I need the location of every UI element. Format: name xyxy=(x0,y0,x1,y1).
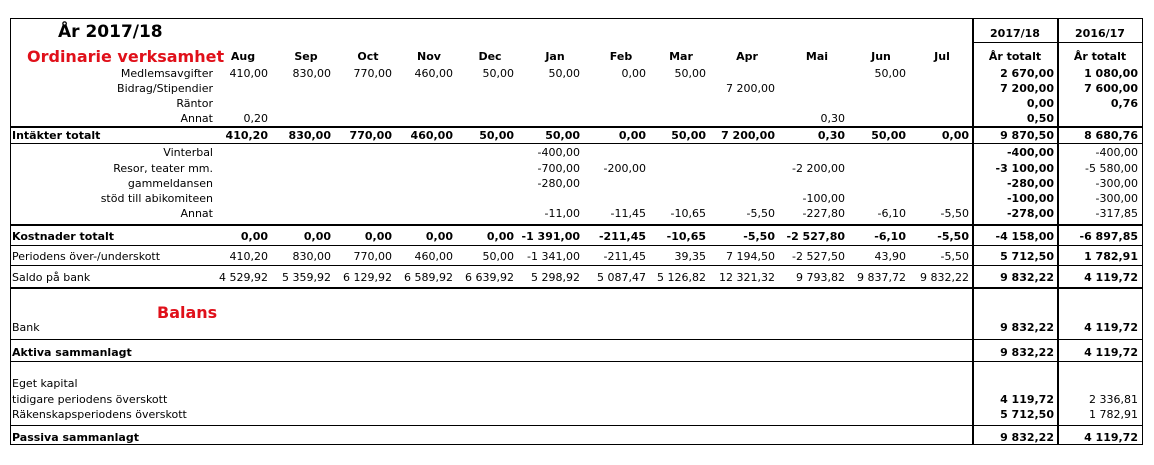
month-value: -1 341,00 xyxy=(527,250,580,263)
month-value: 830,00 xyxy=(292,250,331,263)
total-current-label: År totalt xyxy=(988,50,1042,63)
bank-row-underline xyxy=(10,339,1143,340)
month-header: Oct xyxy=(357,50,379,63)
balance-total-current: 9 832,22 xyxy=(1000,321,1054,334)
row-label: Kostnader totalt xyxy=(12,230,115,243)
balance-total-current: 4 119,72 xyxy=(1000,393,1054,406)
month-value: 410,20 xyxy=(229,250,268,263)
totals-divider-2 xyxy=(1057,18,1059,445)
total-prev-value: -317,85 xyxy=(1095,207,1138,220)
month-value: -227,80 xyxy=(802,207,845,220)
month-value: -6,10 xyxy=(877,207,906,220)
month-value: 0,00 xyxy=(941,129,969,142)
bank-balance-underline xyxy=(10,287,1143,289)
total-prev-value: 8 680,76 xyxy=(1084,129,1138,142)
totals-header-separator xyxy=(974,42,1142,43)
month-value: 50,00 xyxy=(548,67,580,80)
sheet-left-border xyxy=(10,18,11,445)
month-value: 5 359,92 xyxy=(282,271,331,284)
year-title: År 2017/18 xyxy=(58,22,163,42)
month-value: -2 200,00 xyxy=(792,162,845,175)
month-value: -6,10 xyxy=(874,230,906,243)
month-value: -10,65 xyxy=(666,230,706,243)
total-prev-label: År totalt xyxy=(1073,50,1127,63)
balance-row-label: Passiva sammanlagt xyxy=(12,431,139,444)
total-prev-value: -400,00 xyxy=(1095,146,1138,159)
month-header: Jan xyxy=(545,50,565,63)
month-value: -700,00 xyxy=(537,162,580,175)
total-current-value: 0,00 xyxy=(1026,97,1054,110)
month-header: Nov xyxy=(417,50,441,63)
month-value: 0,20 xyxy=(243,112,268,125)
month-value: -5,50 xyxy=(940,207,969,220)
balance-row-label: Bank xyxy=(12,321,40,334)
row-label: Intäkter totalt xyxy=(12,129,101,142)
month-value: 50,00 xyxy=(482,67,514,80)
month-value: -5,50 xyxy=(940,250,969,263)
total-prev-value: -300,00 xyxy=(1095,177,1138,190)
month-value: -200,00 xyxy=(603,162,646,175)
month-value: 460,00 xyxy=(414,250,453,263)
month-value: -11,00 xyxy=(544,207,580,220)
month-value: 830,00 xyxy=(292,67,331,80)
row-label: Annat xyxy=(180,112,213,125)
month-value: 460,00 xyxy=(414,67,453,80)
month-value: -5,50 xyxy=(746,207,775,220)
month-value: -11,45 xyxy=(610,207,646,220)
balance-total-current: 9 832,22 xyxy=(1000,346,1054,359)
month-value: 410,20 xyxy=(225,129,268,142)
month-value: 0,00 xyxy=(486,230,514,243)
balance-total-prev: 2 336,81 xyxy=(1089,393,1138,406)
total-current-value: -3 100,00 xyxy=(995,162,1054,175)
month-value: -2 527,80 xyxy=(786,230,845,243)
month-value: 0,00 xyxy=(621,67,646,80)
month-value: 4 529,92 xyxy=(219,271,268,284)
month-header: Jul xyxy=(934,50,950,63)
total-prev-value: 1 080,00 xyxy=(1084,67,1138,80)
month-value: 12 321,32 xyxy=(719,271,775,284)
month-value: 0,00 xyxy=(364,230,392,243)
month-value: 50,00 xyxy=(874,67,906,80)
month-value: 0,00 xyxy=(425,230,453,243)
month-value: 39,35 xyxy=(674,250,706,263)
month-value: 50,00 xyxy=(871,129,906,142)
month-header: Dec xyxy=(478,50,502,63)
total-current-value: 0,50 xyxy=(1026,112,1054,125)
month-header: Feb xyxy=(609,50,633,63)
total-current-value: -400,00 xyxy=(1006,146,1054,159)
month-value: 0,00 xyxy=(303,230,331,243)
total-prev-value: 4 119,72 xyxy=(1084,271,1138,284)
total-current-value: 2 670,00 xyxy=(1000,67,1054,80)
month-value: -5,50 xyxy=(743,230,775,243)
total-prev-value: -6 897,85 xyxy=(1079,230,1138,243)
income-total-underline xyxy=(10,143,1143,144)
month-value: 5 126,82 xyxy=(657,271,706,284)
total-current-value: -280,00 xyxy=(1006,177,1054,190)
row-label: gammeldansen xyxy=(127,177,213,190)
month-value: 9 837,72 xyxy=(857,271,906,284)
month-value: 6 589,92 xyxy=(404,271,453,284)
month-value: -211,45 xyxy=(603,250,646,263)
section-title: Ordinarie verksamhet xyxy=(27,47,225,66)
balance-row-label: Aktiva sammanlagt xyxy=(12,346,132,359)
balance-row-label: tidigare periodens överskott xyxy=(12,393,168,406)
balance-row-label: Räkenskapsperiodens överskott xyxy=(12,408,187,421)
month-value: 43,90 xyxy=(874,250,906,263)
total-current-value: 5 712,50 xyxy=(1000,250,1054,263)
month-value: 50,00 xyxy=(545,129,580,142)
row-label: Resor, teater mm. xyxy=(113,162,213,175)
month-value: 770,00 xyxy=(353,250,392,263)
row-label: Räntor xyxy=(176,97,213,110)
month-header: Jun xyxy=(871,50,891,63)
month-value: 6 129,92 xyxy=(343,271,392,284)
month-value: -211,45 xyxy=(598,230,646,243)
row-label: Medlemsavgifter xyxy=(120,67,213,80)
row-label: Vinterbal xyxy=(163,146,213,159)
total-prev-value: -300,00 xyxy=(1095,192,1138,205)
total-current-value: -278,00 xyxy=(1006,207,1054,220)
month-value: -1 391,00 xyxy=(521,230,580,243)
total-current-year-header: 2017/18 xyxy=(990,27,1040,40)
month-value: -2 527,50 xyxy=(792,250,845,263)
month-value: 0,30 xyxy=(817,129,845,142)
month-value: 50,00 xyxy=(671,129,706,142)
sheet-right-border xyxy=(1142,18,1143,445)
month-value: 770,00 xyxy=(353,67,392,80)
row-label: Periodens över-/underskott xyxy=(12,250,161,263)
month-value: 0,00 xyxy=(240,230,268,243)
total-prev-value: 0,76 xyxy=(1110,97,1138,110)
balance-total-prev: 4 119,72 xyxy=(1084,431,1138,444)
total-prev-year-header: 2016/17 xyxy=(1075,27,1125,40)
month-value: 5 087,47 xyxy=(597,271,646,284)
month-value: 7 200,00 xyxy=(726,82,775,95)
balance-total-prev: 1 782,91 xyxy=(1089,408,1138,421)
month-value: 770,00 xyxy=(349,129,392,142)
month-header: Mar xyxy=(669,50,693,63)
total-prev-value: 1 782,91 xyxy=(1084,250,1138,263)
month-value: -100,00 xyxy=(802,192,845,205)
month-value: 410,00 xyxy=(229,67,268,80)
month-header: Aug xyxy=(230,50,256,63)
month-value: 6 639,92 xyxy=(465,271,514,284)
totals-divider xyxy=(972,18,974,445)
month-value: -400,00 xyxy=(537,146,580,159)
period-result-underline xyxy=(10,265,1143,266)
month-value: 0,00 xyxy=(618,129,646,142)
cost-total-separator xyxy=(10,224,1143,226)
balance-total-prev: 4 119,72 xyxy=(1084,346,1138,359)
month-value: 9 832,22 xyxy=(920,271,969,284)
total-prev-value: -5 580,00 xyxy=(1085,162,1138,175)
month-value: -280,00 xyxy=(537,177,580,190)
total-current-value: -100,00 xyxy=(1006,192,1054,205)
month-value: 7 200,00 xyxy=(721,129,775,142)
total-current-value: 9 870,50 xyxy=(1000,129,1054,142)
total-current-value: 7 200,00 xyxy=(1000,82,1054,95)
row-label: stöd till abikomiteen xyxy=(100,192,213,205)
month-value: 7 194,50 xyxy=(726,250,775,263)
month-value: 830,00 xyxy=(288,129,331,142)
total-current-value: 9 832,22 xyxy=(1000,271,1054,284)
month-value: 0,30 xyxy=(820,112,845,125)
month-value: 50,00 xyxy=(674,67,706,80)
total-prev-value: 7 600,00 xyxy=(1084,82,1138,95)
income-total-separator xyxy=(10,126,1143,128)
balance-total-current: 9 832,22 xyxy=(1000,431,1054,444)
month-value: -5,50 xyxy=(937,230,969,243)
balance-total-prev: 4 119,72 xyxy=(1084,321,1138,334)
assets-total-underline xyxy=(10,361,1143,362)
month-value: -10,65 xyxy=(670,207,706,220)
equity-label: Eget kapital xyxy=(12,377,78,390)
month-value: 9 793,82 xyxy=(796,271,845,284)
month-value: 5 298,92 xyxy=(531,271,580,284)
cost-total-underline xyxy=(10,245,1143,246)
equity-underline xyxy=(10,425,1143,426)
balance-title: Balans xyxy=(157,303,218,322)
month-header: Sep xyxy=(294,50,318,63)
month-header: Apr xyxy=(736,50,758,63)
month-header: Mai xyxy=(805,50,829,63)
balance-total-current: 5 712,50 xyxy=(1000,408,1054,421)
month-value: 50,00 xyxy=(482,250,514,263)
month-value: 50,00 xyxy=(479,129,514,142)
month-value: 460,00 xyxy=(410,129,453,142)
row-label: Saldo på bank xyxy=(12,271,91,284)
row-label: Annat xyxy=(180,207,213,220)
total-current-value: -4 158,00 xyxy=(995,230,1054,243)
row-label: Bidrag/Stipendier xyxy=(117,82,213,95)
